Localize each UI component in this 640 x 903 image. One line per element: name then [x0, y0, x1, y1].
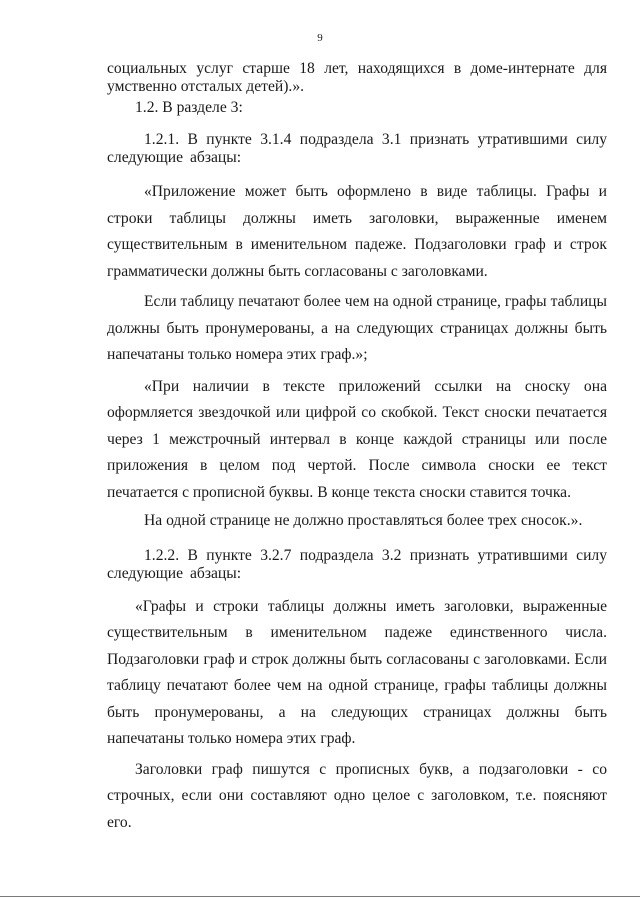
paragraph-1: социальных услуг старше 18 лет, находящихся в доме-интернате для умственно отсталых детей).». — [107, 60, 607, 95]
paragraph-7: На одной странице не должно проставляться более трех сносок.». — [144, 512, 583, 529]
paragraph-8: 1.2.2. В пункте 3.2.7 подраздела 3.2 признать утратившими силу следующие абзацы: — [107, 546, 607, 582]
page-number: 9 — [317, 32, 323, 44]
paragraph-5: Если таблицу печатают более чем на одной странице, графы таблицы должны быть пронумерованы, а на следующих страницах должны быть напечатаны только номера этих граф.»; — [107, 293, 607, 363]
paragraph-9: «Графы и строки таблицы должны иметь заголовки, выраженные существительным в именительном падеже единственного числа. Подзаголовки граф и строк должны быть согласованы с заголовками. Если таблицу печатают более чем на одной странице, графы таблицы должны быть пронумерованы, а на следующих страницах должны быть напечатаны только номера этих граф. — [107, 597, 607, 747]
paragraph-4: «Приложение может быть оформлено в виде таблицы. Графы и строки таблицы должны иметь заголовки, выраженные именем существительным в именительном падеже. Подзаголовки граф и строк грамматически должны быть согласованы с заголовками. — [107, 183, 607, 280]
paragraph-3: 1.2.1. В пункте 3.1.4 подраздела 3.1 признать утратившими силу следующие абзацы: — [107, 131, 607, 166]
paragraph-2: 1.2. В разделе 3: — [135, 99, 243, 116]
paragraph-6: «При наличии в тексте приложений ссылки на сноску она оформляется звездочкой или цифрой со скобкой. Текст сноски печатается через 1 межстрочный интервал в конце каждой страницы или после приложения в целом под чертой. После символа сноски ее текст печатается с прописной буквы. В конце текста сноски ставится точка. — [107, 377, 607, 501]
paragraph-10: Заголовки граф пишутся с прописных букв, а подзаголовки - со строчных, если они составляют одно целое с заголовком, т.е. поясняют его. — [107, 760, 607, 831]
page-bottom-rule — [0, 896, 640, 897]
document-body — [107, 60, 607, 836]
